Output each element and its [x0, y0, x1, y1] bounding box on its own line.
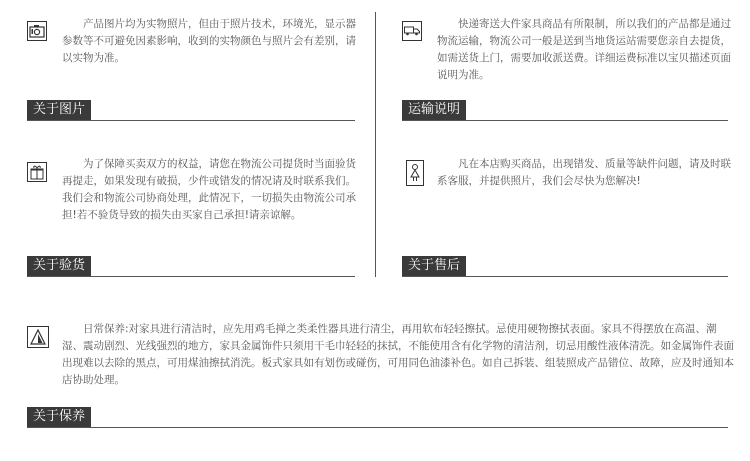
maintenance-title: 关于保养: [27, 407, 91, 427]
shipping-header: [402, 100, 728, 121]
inspection-title: 关于验货: [27, 256, 91, 276]
inspection-header: [27, 256, 355, 277]
gift-icon: [27, 162, 47, 182]
aftersales-text: 凡在本店购买商品，出现错发、质量等缺件问题，请及时联系客服，并提供照片，我们会尽快为您解决!: [437, 158, 731, 187]
maintenance-text: 日常保养:对家具进行清洁时，应先用鸡毛掸之类柔性器具进行清尘，再用软布轻轻擦拭。忌使用硬物擦拭表面。家具不得摆放在高温、潮湿、震动剧烈、光线强烈的地方，家具金属饰件只须用干毛巾轻轻的抹拭，不能使用含有化学物的清洁剂，切忌用酸性液体清洗。如金属饰件表面出现难以去除的黑点，可用煤油擦拭消洗。板式家具如有划伤或碰伤，可用同色油漆补色。如自己拆装、组装照成产品错位、故障，应及时通知本店协助处理。: [62, 323, 734, 386]
photo-text: 产品图片均为实物照片，但由于照片技术，环境光，显示器参数等不可避免因素影响，收到的实物颜色与照片会有差别，请以实物为准。: [62, 18, 356, 64]
photo-header: [27, 100, 355, 121]
warning-triangle-icon: [27, 326, 49, 348]
column-divider: [375, 12, 376, 277]
inspection-text: 为了保障买卖双方的权益，请您在物流公司提货时当面验货再提走，如果发现有破损，少件或错发的情况请及时联系我们。我们会和物流公司协商处理，此情况下，一切损失由物流公司承担!若不验货导致的损失由买家自己承担!请亲谅解。: [62, 158, 356, 221]
photo-title: 关于图片: [27, 100, 91, 120]
person-icon: [406, 160, 424, 186]
truck-icon: [402, 21, 422, 41]
aftersales-header: [402, 256, 728, 277]
shipping-text: 快递寄送大件家具商品有所限制，所以我们的产品都是通过物流运输，物流公司一般是送到当地货运站需要您亲自去提货，如需送货上门，需要加收派送费。详细运费标准以宝贝描述页面说明为准。: [437, 18, 731, 81]
camera-icon: [27, 21, 47, 41]
maintenance-header: [27, 407, 728, 428]
shipping-title: 运输说明: [402, 100, 466, 120]
aftersales-title: 关于售后: [402, 256, 466, 276]
